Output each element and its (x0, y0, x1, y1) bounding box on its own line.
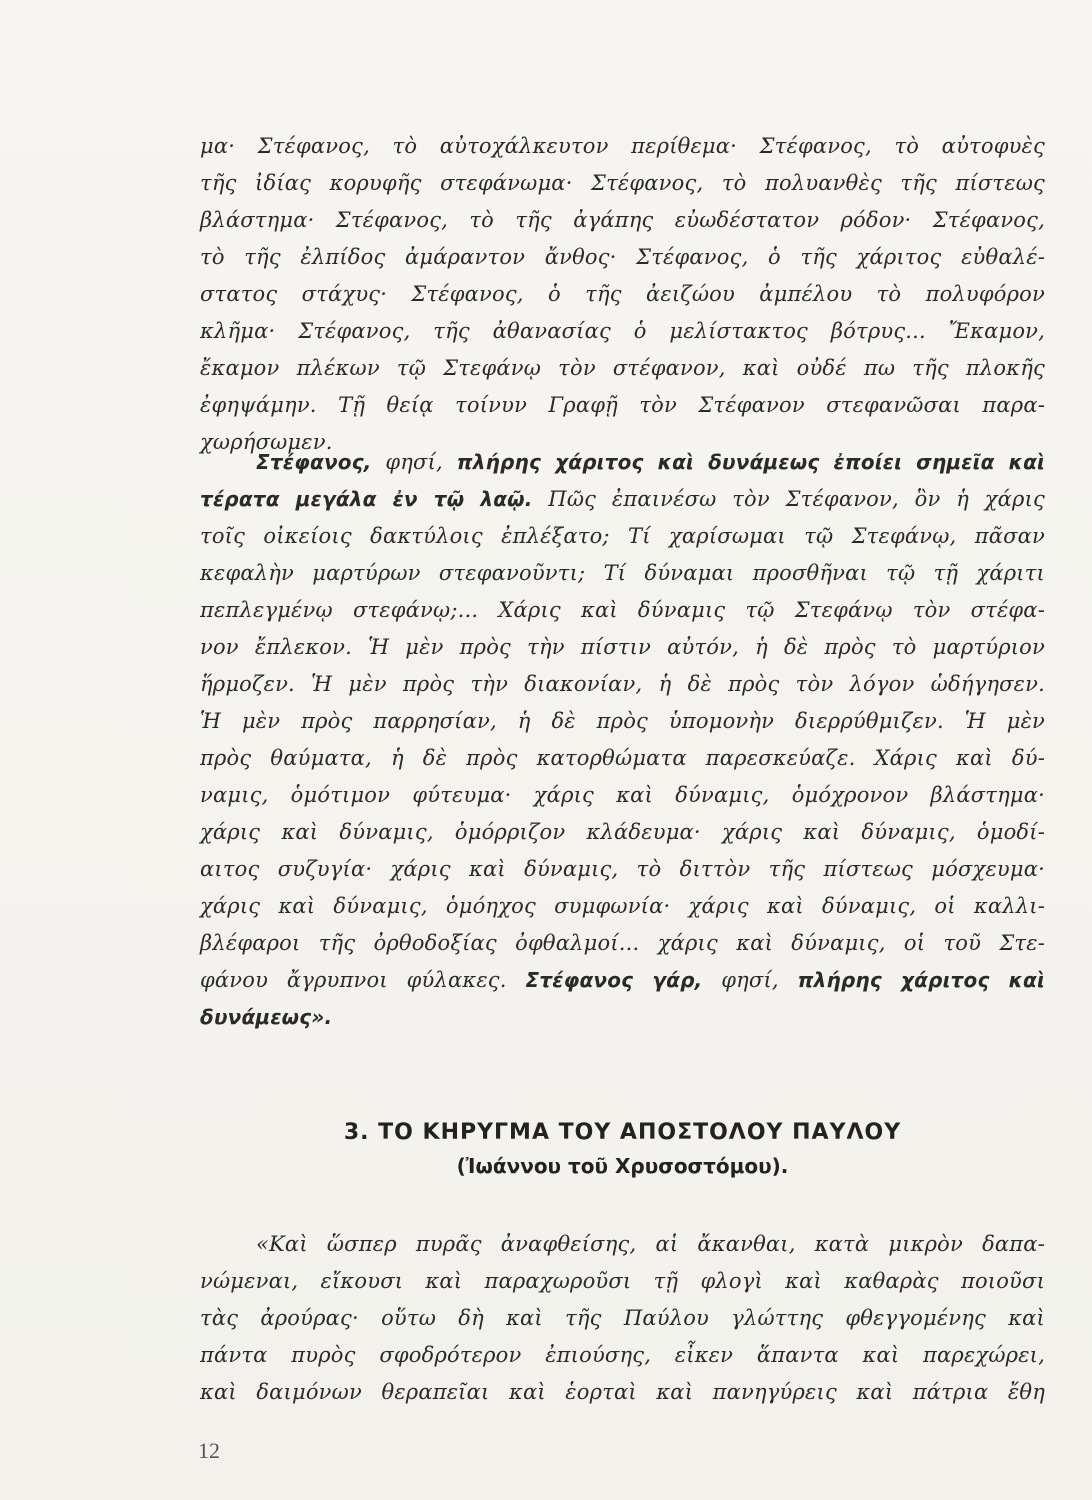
text-line: κεφαλὴν μαρτύρων στεφανοῦντι; Τί δύναμαι προσθῆναι τῷ τῇ χάριτι (200, 561, 1045, 585)
text-line: νώμεναι, εἴκουσι καὶ παραχωροῦσι τῇ φλογὶ καὶ καθαρὰς ποιοῦσι (200, 1269, 1045, 1293)
text-line: βλάστημα· Στέφανος, τὸ τῆς ἀγάπης εὐωδέστατον ρόδον· Στέφανος, (200, 208, 1045, 232)
passage-paul-preaching (200, 1226, 1045, 1411)
text-line: Ἡ μὲν πρὸς παρρησίαν, ἡ δὲ πρὸς ὑπομονὴν διερρύθμιζεν. Ἡ μὲν (200, 709, 1045, 733)
text-line: «Καὶ ὥσπερ πυρᾶς ἀναφθείσης, αἱ ἄκανθαι, κατὰ μικρὸν δαπα- (256, 1232, 1045, 1256)
plain-text: φάνου ἄγρυπνοι φύλακες. (200, 968, 526, 992)
text-line: τῆς ἰδίας κορυφῆς στεφάνωμα· Στέφανος, τὸ πολυανθὲς τῆς πίστεως (200, 171, 1045, 195)
plain-text: φησί, (702, 968, 798, 992)
plain-text: φησί, (371, 450, 457, 474)
plain-text: Πῶς ἐπαινέσω τὸν Στέφανον, ὃν ἡ χάρις (532, 487, 1045, 511)
bold-quote: πλήρης χάριτος καὶ (797, 968, 1045, 992)
page-number: 12 (198, 1438, 220, 1463)
text-line (200, 444, 1045, 481)
text-line: πρὸς θαύματα, ἡ δὲ πρὸς κατορθώματα παρεσκεύαζε. Χάρις καὶ δύ- (200, 746, 1045, 770)
bold-quote: δυνάμεως». (200, 1005, 333, 1029)
bold-quote: πλήρης χάριτος καὶ δυνάμεως ἐποίει σημεῖα καὶ (456, 450, 1045, 474)
text-line: μα· Στέφανος, τὸ αὐτοχάλκευτον περίθεμα· Στέφανος, τὸ αὐτοφυὲς (200, 134, 1045, 158)
text-line (200, 999, 1045, 1036)
text-line: αιτος συζυγία· χάρις καὶ δύναμις, τὸ διττὸν τῆς πίστεως μόσχευμα· (200, 857, 1045, 881)
bold-quote: Στέφανος γάρ, (525, 968, 703, 992)
text-line (200, 962, 1045, 999)
text-line: χωρήσωμεν. (200, 430, 333, 454)
text-line: πεπλεγμένῳ στεφάνῳ;... Χάρις καὶ δύναμις τῷ Στεφάνῳ τὸν στέφα- (200, 598, 1045, 622)
text-line: ἥρμοζεν. Ἡ μὲν πρὸς τὴν διακονίαν, ἡ δὲ πρὸς τὸν λόγον ὡδήγησεν. (200, 672, 1045, 696)
text-line: ἔκαμον πλέκων τῷ Στεφάνῳ τὸν στέφανον, καὶ οὐδέ πω τῆς πλοκῆς (200, 356, 1045, 380)
text-line: στατος στάχυς· Στέφανος, ὁ τῆς ἀειζώου ἀμπέλου τὸ πολυφόρον (200, 282, 1045, 306)
section-subtitle: (Ἰωάννου τοῦ Χρυσοστόμου). (456, 1154, 789, 1178)
section-title: 3. ΤΟ ΚΗΡΥΓΜΑ ΤΟΥ ΑΠΟΣΤΟΛΟΥ ΠΑΥΛΟΥ (343, 1120, 902, 1145)
bold-quote: Στέφανος, (256, 450, 372, 474)
text-line: νον ἔπλεκον. Ἡ μὲν πρὸς τὴν πίστιν αὐτόν, ἡ δὲ πρὸς τὸ μαρτύριον (200, 635, 1045, 659)
text-line: τὸ τῆς ἐλπίδος ἀμάραντον ἄνθος· Στέφανος, ὁ τῆς χάριτος εὐθαλέ- (200, 245, 1045, 269)
text-line: ναμις, ὁμότιμον φύτευμα· χάρις καὶ δύναμις, ὁμόχρονον βλάστημα· (200, 783, 1045, 807)
text-line: πάντα πυρὸς σφοδρότερον ἐπιούσης, εἶκεν ἅπαντα καὶ παρεχώρει, (200, 1343, 1045, 1367)
bold-quote: τέρατα μεγάλα ἐν τῷ λαῷ. (200, 487, 533, 511)
passage-stephen-crown (200, 128, 1045, 461)
text-line: χάρις καὶ δύναμις, ὁμόρριζον κλάδευμα· χάρις καὶ δύναμις, ὁμοδί- (200, 820, 1045, 844)
text-line: κλῆμα· Στέφανος, τῆς ἀθανασίας ὁ μελίστακτος βότρυς... Ἔκαμον, (200, 319, 1045, 343)
text-line: βλέφαροι τῆς ὀρθοδοξίας ὀφθαλμοί... χάρις καὶ δύναμις, οἱ τοῦ Στε- (200, 931, 1045, 955)
text-line: τὰς ἀρούρας· οὕτω δὴ καὶ τῆς Παύλου γλώττης φθεγγομένης καὶ (200, 1306, 1045, 1330)
passage-grace-and-power (200, 444, 1045, 1036)
text-line (200, 481, 1045, 518)
text-line: τοῖς οἰκείοις δακτύλοις ἐπλέξατο; Τί χαρίσωμαι τῷ Στεφάνῳ, πᾶσαν (200, 524, 1045, 548)
text-line: χάρις καὶ δύναμις, ὁμόηχος συμφωνία· χάρις καὶ δύναμις, οἱ καλλι- (200, 894, 1045, 918)
text-line: καὶ δαιμόνων θεραπεῖαι καὶ ἑορταὶ καὶ πανηγύρεις καὶ πάτρια ἔθη (200, 1380, 1045, 1404)
text-line: ἐφηψάμην. Τῇ θείᾳ τοίνυν Γραφῇ τὸν Στέφανον στεφανῶσαι παρα- (200, 393, 1045, 417)
